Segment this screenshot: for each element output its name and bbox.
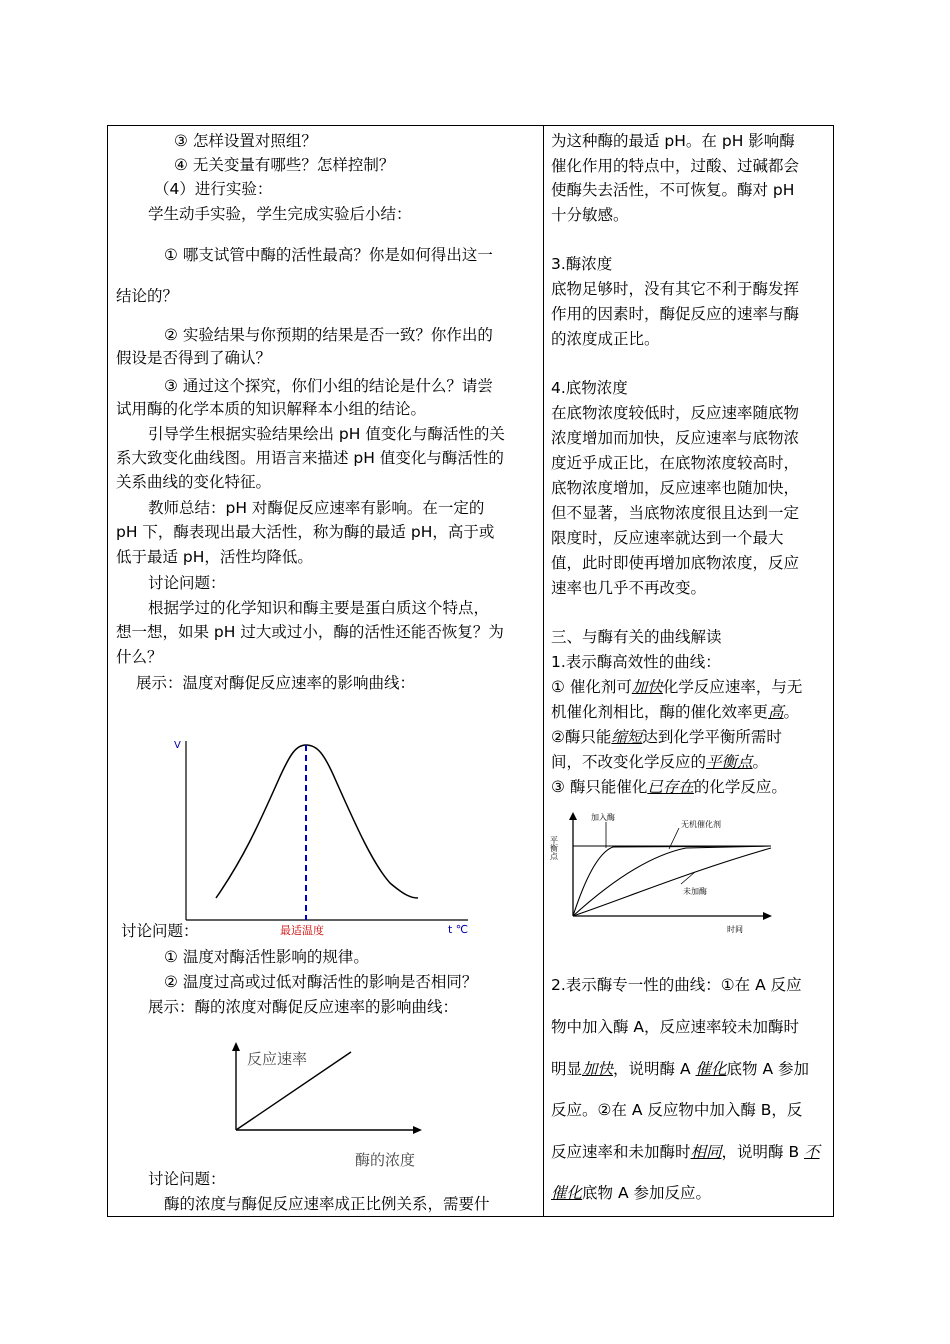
text-line: 1.表示酶高效性的曲线：: [551, 653, 721, 671]
text-line: 根据学过的化学知识和酶主要是蛋白质这个特点，: [148, 599, 490, 617]
text-line: 底物浓度增加，反应速率也随加快，: [551, 479, 800, 497]
text-line: 假设是否得到了确认？: [116, 349, 272, 367]
text-line: 什么？: [116, 648, 163, 666]
text-line: 2.表示酶专一性的曲线：①在 A 反应: [551, 976, 802, 994]
text-line: 讨论问题：: [121, 922, 199, 940]
no-enzyme-curve: [573, 848, 771, 916]
text-line: 讨论问题：: [148, 1170, 226, 1188]
text-line: 低于最适 pH，活性均降低。: [116, 548, 313, 566]
text-line: 底物足够时，没有其它不利于酶发挥: [551, 280, 800, 298]
text-line: 酶的浓度与酶促反应速率成正比例关系，需要什: [164, 1195, 490, 1213]
text-line: ② 实验结果与你预期的结果是否一致？你作出的: [164, 326, 493, 344]
text-line: 机催化剂相比，酶的催化效率更高。: [551, 703, 800, 721]
text-line: 关系曲线的变化特征。: [116, 473, 272, 491]
text-line: 使酶失去活性，不可恢复。酶对 pH: [551, 181, 795, 199]
text-line: 教师总结：pH 对酶促反应速率有影响。在一定的: [148, 499, 485, 517]
text-line: ④ 无关变量有哪些？怎样控制？: [174, 156, 395, 174]
text-line: 4.底物浓度: [551, 379, 628, 397]
text-line: 试用酶的化学本质的知识解释本小组的结论。: [116, 400, 427, 418]
efficiency-curve-chart: [551, 806, 786, 941]
text-line: 展示：酶的浓度对酶促反应速率的影响曲线：: [148, 998, 459, 1016]
text-line: ① 催化剂可加快化学反应速率，与无: [551, 678, 803, 696]
text-line: 间，不改变化学反应的平衡点。: [551, 753, 769, 771]
text-line: ③ 通过这个探究，你们小组的结论是什么？请尝: [164, 377, 493, 395]
text-line: 度近乎成正比，在底物浓度较高时，: [551, 454, 800, 472]
text-line: 讨论问题：: [148, 574, 226, 592]
text-line: 引导学生根据实验结果绘出 pH 值变化与酶活性的关: [148, 425, 505, 443]
text-line: 在底物浓度较低时，反应速率随底物: [551, 404, 800, 422]
content-table: [107, 125, 834, 1217]
text-line: ① 哪支试管中酶的活性最高？你是如何得出这一: [164, 246, 493, 264]
text-line: 为这种酶的最适 pH。在 pH 影响酶: [551, 132, 795, 150]
text-line: 想一想，如果 pH 过大或过小，酶的活性还能否恢复？为: [116, 623, 504, 641]
text-line: 反应速率和未加酶时相同，说明酶 B 不: [551, 1143, 820, 1161]
text-line: 但不显著，当底物浓度很且达到一定: [551, 504, 800, 522]
curve-label-enzyme: 加入酶: [591, 813, 615, 822]
y-axis-label: V: [174, 740, 181, 751]
text-line: 展示：温度对酶促反应速率的影响曲线：: [136, 674, 416, 692]
text-line: 限度时，反应速率就达到一个最大: [551, 529, 784, 547]
text-line: ③ 怎样设置对照组？: [174, 132, 317, 150]
text-line: 学生动手实验，学生完成实验后小结：: [148, 205, 412, 223]
x-axis-label: t ℃: [448, 923, 469, 936]
section-heading: 三、与酶有关的曲线解读: [551, 628, 722, 646]
text-line: ② 温度过高或过低对酶活性的影响是否相同？: [164, 973, 478, 991]
text-line: 物中加入酶 A，反应速率较未加酶时: [551, 1018, 800, 1036]
text-line: 3.酶浓度: [551, 255, 613, 273]
temperature-curve-chart: [168, 731, 488, 936]
text-line: 催化底物 A 参加反应。: [551, 1184, 711, 1202]
text-line: 的浓度成正比。: [551, 330, 660, 348]
curve-label-none: 未加酶: [683, 887, 707, 896]
y-axis-label: 平衡点: [549, 836, 559, 860]
text-line: 值，此时即使再增加底物浓度，反应: [551, 554, 800, 572]
text-line: 作用的因素时，酶促反应的速率与酶: [551, 305, 800, 323]
text-line: 反应。②在 A 反应物中加入酶 B，反: [551, 1101, 803, 1119]
text-line: ②酶只能缩短达到化学平衡所需时: [551, 728, 782, 746]
text-line: 结论的？: [116, 287, 179, 305]
text-line: 十分敏感。: [551, 206, 629, 224]
text-line: 催化作用的特点中，过酸、过碱都会: [551, 157, 800, 175]
text-line: ① 温度对酶活性影响的规律。: [164, 948, 369, 966]
text-line: pH 下，酶表现出最大活性，称为酶的最适 pH，高于或: [116, 523, 495, 541]
column-divider: [543, 126, 544, 1216]
peak-label: 最适温度: [280, 924, 324, 937]
text-line: 速率也几乎不再改变。: [551, 579, 707, 597]
text-line: （4）进行实验：: [154, 180, 273, 198]
text-line: ③ 酶只能催化已存在的化学反应。: [551, 778, 787, 796]
text-line: 明显加快，说明酶 A 催化底物 A 参加: [551, 1060, 809, 1078]
temperature-curve: [216, 745, 418, 898]
text-line: 浓度增加而加快，反应速率与底物浓: [551, 429, 800, 447]
curve-label-inorganic: 无机催化剂: [681, 820, 721, 829]
concentration-chart: [223, 1038, 438, 1168]
x-axis-label: 酶的浓度: [355, 1151, 416, 1169]
text-line: 系大致变化曲线图。用语言来描述 pH 值变化与酶活性的: [116, 449, 504, 467]
y-axis-label: 反应速率: [247, 1050, 308, 1068]
x-axis-label: 时间: [727, 925, 743, 934]
